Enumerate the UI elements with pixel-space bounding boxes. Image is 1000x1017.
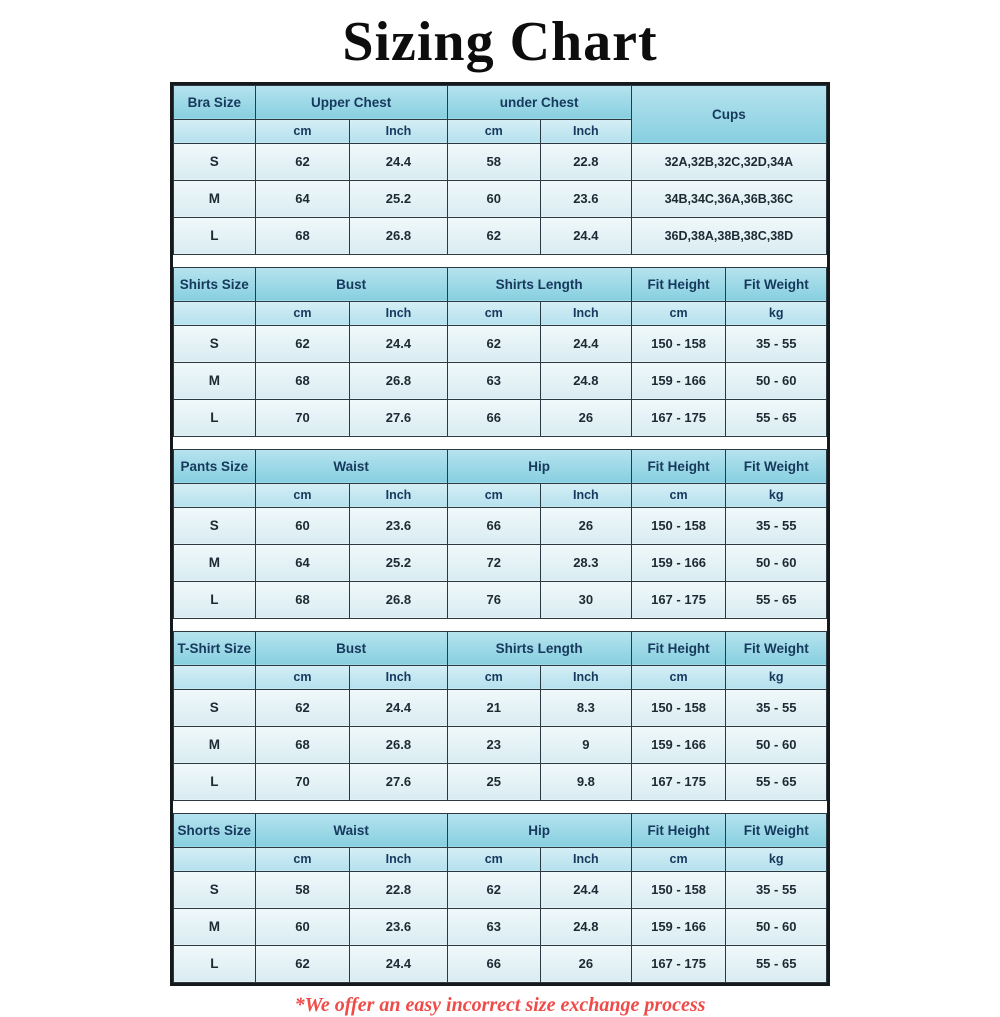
value-cell: 26 [540,399,631,436]
value-cell: 150 - 158 [631,689,726,726]
value-cell: 26.8 [350,362,447,399]
unit-cell-Inch: Inch [350,119,447,143]
unit-cell-Inch: Inch [350,483,447,507]
value-cell: 30 [540,581,631,618]
header-row [174,813,827,847]
value-cell: 62 [447,325,540,362]
sizing-chart-container [170,82,830,986]
group-header-hip: Hip [447,813,631,847]
size-cell: M [174,544,256,581]
value-cell: 24.4 [350,143,447,180]
value-cell: 35 - 55 [726,325,827,362]
group-header-fit-height: Fit Height [631,631,726,665]
table-row-size-l [174,399,827,436]
size-cell: M [174,180,256,217]
value-cell: 64 [255,544,350,581]
table-row-size-l [174,945,827,982]
group-header-fit-height: Fit Height [631,449,726,483]
size-cell: M [174,908,256,945]
table-row-size-m [174,180,827,217]
group-header-fit-height: Fit Height [631,813,726,847]
value-cell: 150 - 158 [631,325,726,362]
size-cell: L [174,217,256,254]
value-cell: 72 [447,544,540,581]
value-cell: 167 - 175 [631,399,726,436]
table-row-size-m [174,544,827,581]
unit-cell-kg: kg [726,665,827,689]
value-cell: 159 - 166 [631,362,726,399]
value-cell: 26.8 [350,581,447,618]
unit-cell-cm: cm [447,301,540,325]
group-header-hip: Hip [447,449,631,483]
value-cell: 24.4 [350,689,447,726]
unit-cell-cm: cm [255,847,350,871]
group-header-fit-weight: Fit Weight [726,631,827,665]
value-cell: 62 [447,217,540,254]
value-cell: 28.3 [540,544,631,581]
unit-cell-cm: cm [255,483,350,507]
value-cell: 21 [447,689,540,726]
value-cell: 50 - 60 [726,544,827,581]
size-category-header: Bra Size [174,85,256,119]
size-cell: L [174,763,256,800]
unit-spacer-cell [174,483,256,507]
value-cell: 68 [255,362,350,399]
group-header-cups: Cups [631,85,826,143]
group-header-under-chest: under Chest [447,85,631,119]
table-row-size-l [174,763,827,800]
group-header-fit-weight: Fit Weight [726,813,827,847]
header-row [174,267,827,301]
unit-row [174,847,827,871]
unit-row [174,301,827,325]
value-cell: 26 [540,507,631,544]
size-cell: M [174,726,256,763]
unit-row [174,483,827,507]
value-cell: 23.6 [540,180,631,217]
value-cell: 68 [255,726,350,763]
value-cell: 58 [255,871,350,908]
value-cell: 55 - 65 [726,763,827,800]
value-cell: 24.4 [350,325,447,362]
unit-cell-cm: cm [631,665,726,689]
size-table-shorts [173,813,827,983]
unit-cell-Inch: Inch [350,301,447,325]
value-cell: 55 - 65 [726,399,827,436]
size-table-pants [173,449,827,619]
unit-cell-cm: cm [447,847,540,871]
group-header-waist: Waist [255,449,447,483]
group-header-shirts-length: Shirts Length [447,267,631,301]
group-header-upper-chest: Upper Chest [255,85,447,119]
size-cell: S [174,507,256,544]
size-cell: S [174,871,256,908]
value-cell: 60 [255,507,350,544]
unit-spacer-cell [174,301,256,325]
value-cell: 62 [255,689,350,726]
value-cell: 60 [447,180,540,217]
unit-cell-cm: cm [255,301,350,325]
value-cell: 76 [447,581,540,618]
group-header-bust: Bust [255,267,447,301]
size-category-header: Shirts Size [174,267,256,301]
value-cell: 23 [447,726,540,763]
value-cell: 25.2 [350,180,447,217]
size-cell: L [174,581,256,618]
unit-cell-cm: cm [631,847,726,871]
unit-cell-kg: kg [726,847,827,871]
size-table-bra [173,85,827,255]
value-cell: 159 - 166 [631,908,726,945]
size-exchange-footnote: *We offer an easy incorrect size exchange process [294,993,706,1016]
unit-cell-Inch: Inch [540,665,631,689]
value-cell: 58 [447,143,540,180]
size-table-shirts [173,267,827,437]
value-cell: 159 - 166 [631,726,726,763]
value-cell: 24.8 [540,362,631,399]
group-header-fit-weight: Fit Weight [726,267,827,301]
unit-cell-Inch: Inch [540,847,631,871]
table-row-size-m [174,362,827,399]
value-cell: 63 [447,908,540,945]
value-cell: 24.4 [540,217,631,254]
value-cell: 64 [255,180,350,217]
unit-spacer-cell [174,665,256,689]
value-cell: 26.8 [350,217,447,254]
unit-cell-cm: cm [255,665,350,689]
value-cell: 35 - 55 [726,871,827,908]
table-row-size-l [174,217,827,254]
value-cell: 62 [447,871,540,908]
table-row-size-m [174,726,827,763]
unit-cell-cm: cm [631,483,726,507]
value-cell: 70 [255,763,350,800]
value-cell: 35 - 55 [726,689,827,726]
size-cell: S [174,689,256,726]
page-title: Sizing Chart [342,11,658,73]
size-cell: S [174,325,256,362]
unit-cell-Inch: Inch [350,847,447,871]
value-cell: 22.8 [540,143,631,180]
value-cell: 24.4 [540,871,631,908]
value-cell: 50 - 60 [726,726,827,763]
table-row-size-s [174,689,827,726]
value-cell: 35 - 55 [726,507,827,544]
unit-cell-Inch: Inch [540,301,631,325]
unit-row [174,665,827,689]
value-cell: 159 - 166 [631,544,726,581]
value-cell: 60 [255,908,350,945]
value-cell: 68 [255,581,350,618]
unit-cell-kg: kg [726,483,827,507]
unit-cell-cm: cm [447,483,540,507]
value-cell: 26.8 [350,726,447,763]
value-cell: 23.6 [350,507,447,544]
header-row [174,85,827,119]
value-cell: 27.6 [350,763,447,800]
value-cell: 66 [447,945,540,982]
value-cell: 9.8 [540,763,631,800]
value-cell: 70 [255,399,350,436]
unit-cell-cm: cm [447,119,540,143]
value-cell: 62 [255,945,350,982]
value-cell: 25.2 [350,544,447,581]
size-cell: M [174,362,256,399]
value-cell: 50 - 60 [726,362,827,399]
value-cell: 150 - 158 [631,507,726,544]
value-cell: 24.8 [540,908,631,945]
group-header-bust: Bust [255,631,447,665]
unit-cell-cm: cm [447,665,540,689]
size-category-header: Shorts Size [174,813,256,847]
table-row-size-s [174,507,827,544]
group-header-waist: Waist [255,813,447,847]
value-cell: 62 [255,143,350,180]
size-table-tshirt [173,631,827,801]
value-cell: 167 - 175 [631,763,726,800]
value-cell: 167 - 175 [631,945,726,982]
group-header-shirts-length: Shirts Length [447,631,631,665]
table-row-size-s [174,325,827,362]
value-cell: 68 [255,217,350,254]
cups-value-cell: 36D,38A,38B,38C,38D [631,217,826,254]
value-cell: 9 [540,726,631,763]
size-cell: L [174,399,256,436]
table-row-size-l [174,581,827,618]
value-cell: 25 [447,763,540,800]
value-cell: 167 - 175 [631,581,726,618]
value-cell: 23.6 [350,908,447,945]
size-cell: S [174,143,256,180]
value-cell: 22.8 [350,871,447,908]
value-cell: 50 - 60 [726,908,827,945]
unit-cell-cm: cm [631,301,726,325]
value-cell: 24.4 [540,325,631,362]
unit-cell-cm: cm [255,119,350,143]
size-category-header: T-Shirt Size [174,631,256,665]
size-category-header: Pants Size [174,449,256,483]
unit-cell-Inch: Inch [540,119,631,143]
value-cell: 62 [255,325,350,362]
unit-cell-Inch: Inch [540,483,631,507]
group-header-fit-height: Fit Height [631,267,726,301]
unit-spacer-cell [174,847,256,871]
unit-cell-Inch: Inch [350,665,447,689]
value-cell: 55 - 65 [726,945,827,982]
value-cell: 55 - 65 [726,581,827,618]
value-cell: 8.3 [540,689,631,726]
value-cell: 27.6 [350,399,447,436]
size-cell: L [174,945,256,982]
value-cell: 150 - 158 [631,871,726,908]
unit-cell-kg: kg [726,301,827,325]
table-row-size-s [174,143,827,180]
value-cell: 66 [447,507,540,544]
table-row-size-s [174,871,827,908]
header-row [174,449,827,483]
group-header-fit-weight: Fit Weight [726,449,827,483]
header-row [174,631,827,665]
cups-value-cell: 34B,34C,36A,36B,36C [631,180,826,217]
value-cell: 66 [447,399,540,436]
table-row-size-m [174,908,827,945]
cups-value-cell: 32A,32B,32C,32D,34A [631,143,826,180]
unit-spacer-cell [174,119,256,143]
value-cell: 24.4 [350,945,447,982]
value-cell: 26 [540,945,631,982]
value-cell: 63 [447,362,540,399]
